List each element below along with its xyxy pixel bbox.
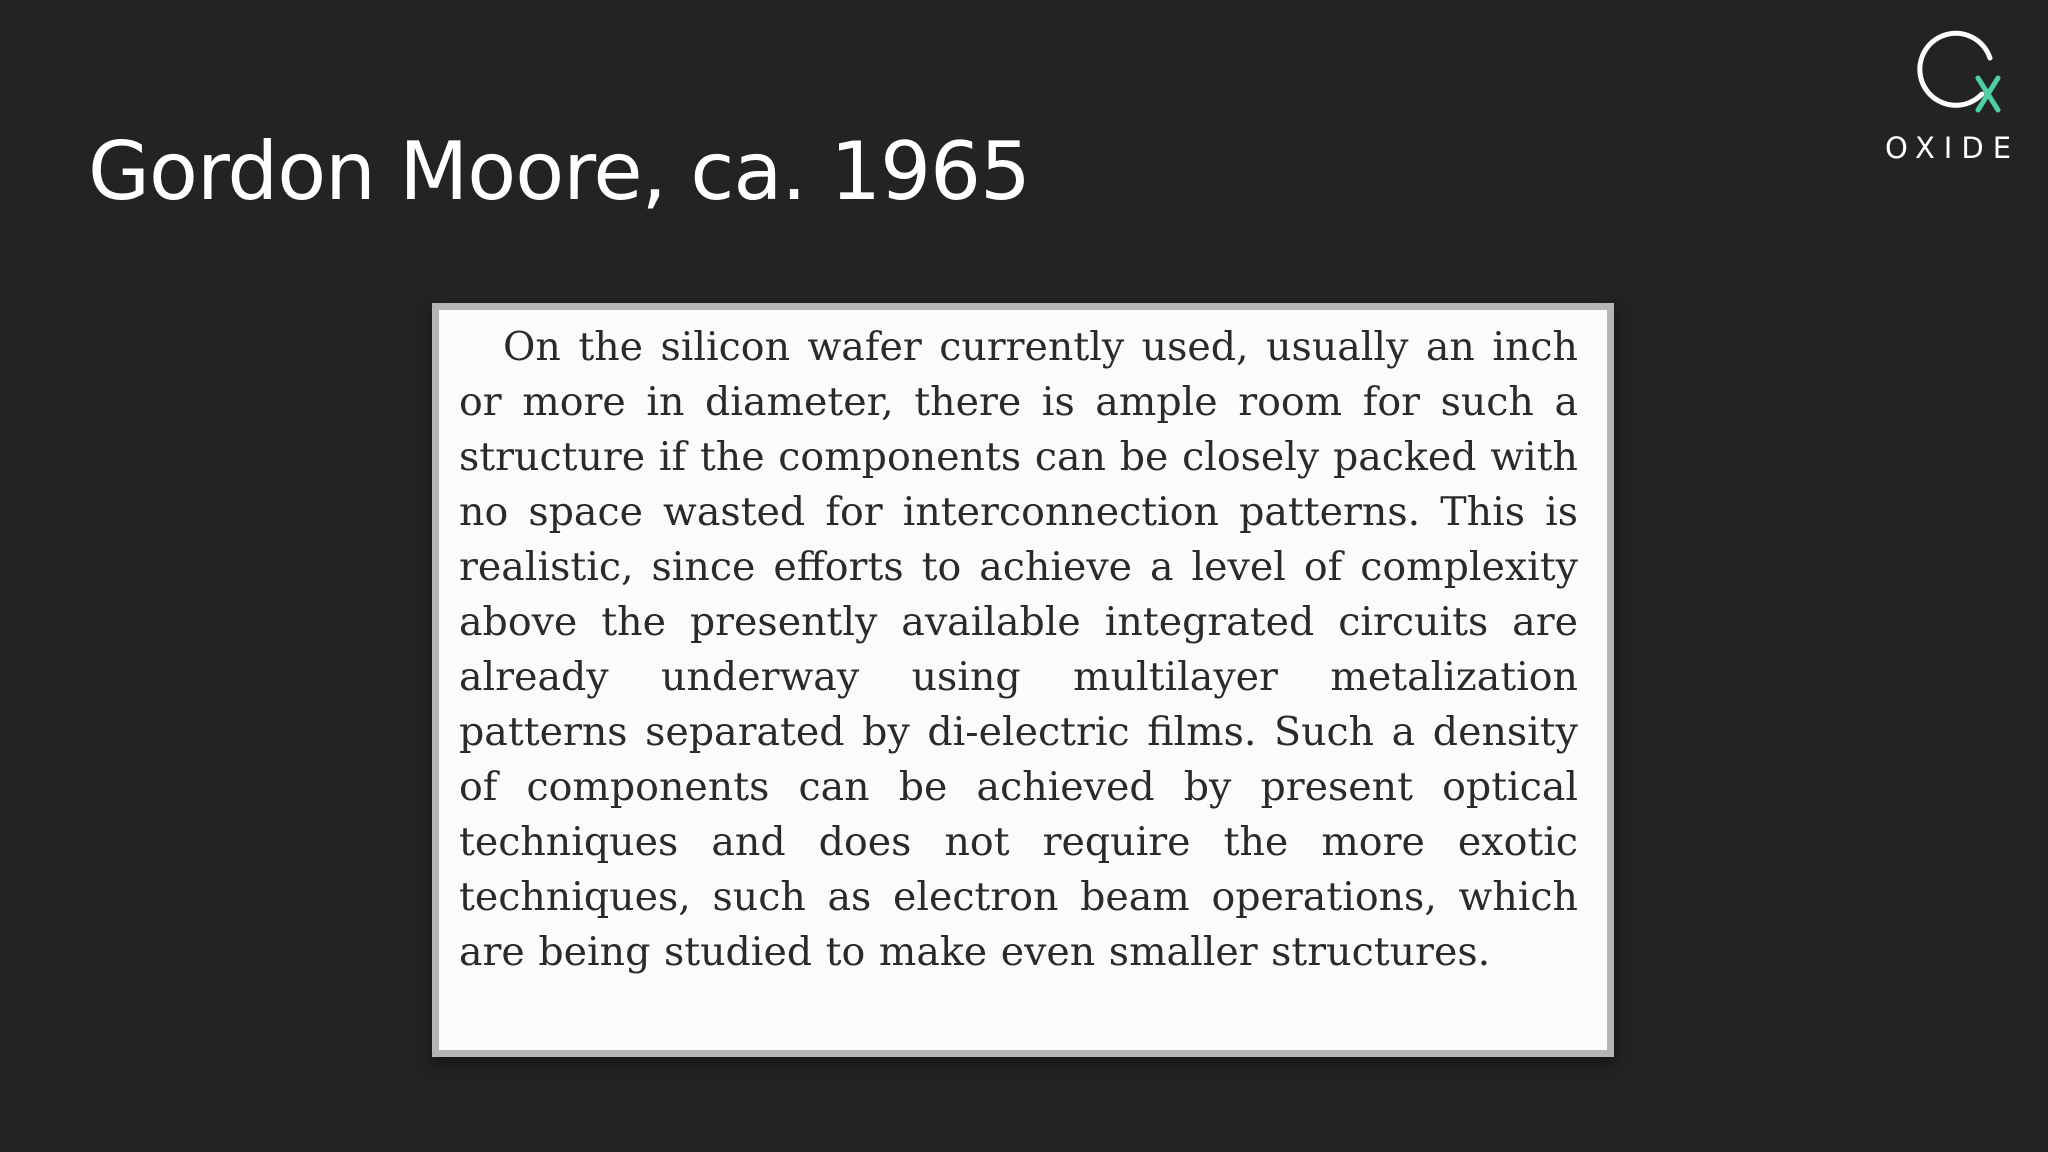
oxide-logo <box>1868 28 2028 168</box>
slide-title: Gordon Moore, ca. 1965 <box>88 125 1030 218</box>
quote-scan <box>432 303 1614 1057</box>
quote-text: On the silicon wafer currently used, usually an inch or more in diameter, there is ample room for such a structure if the components can be closely packed with no space wasted for interconnection patterns. This is realistic, since efforts to achieve a level of complexity above the presently available integrated circuits are already underway using multilayer metalization patterns separated by di-electric films. Such a density of components can be achieved by present optical techniques and does not require the more exotic techniques, such as electron beam operations, which are being studied to make even smaller structures. <box>459 324 1578 975</box>
logo-wordmark: OXIDE <box>1884 131 2021 165</box>
oxide-logo-icon <box>1910 28 2006 124</box>
